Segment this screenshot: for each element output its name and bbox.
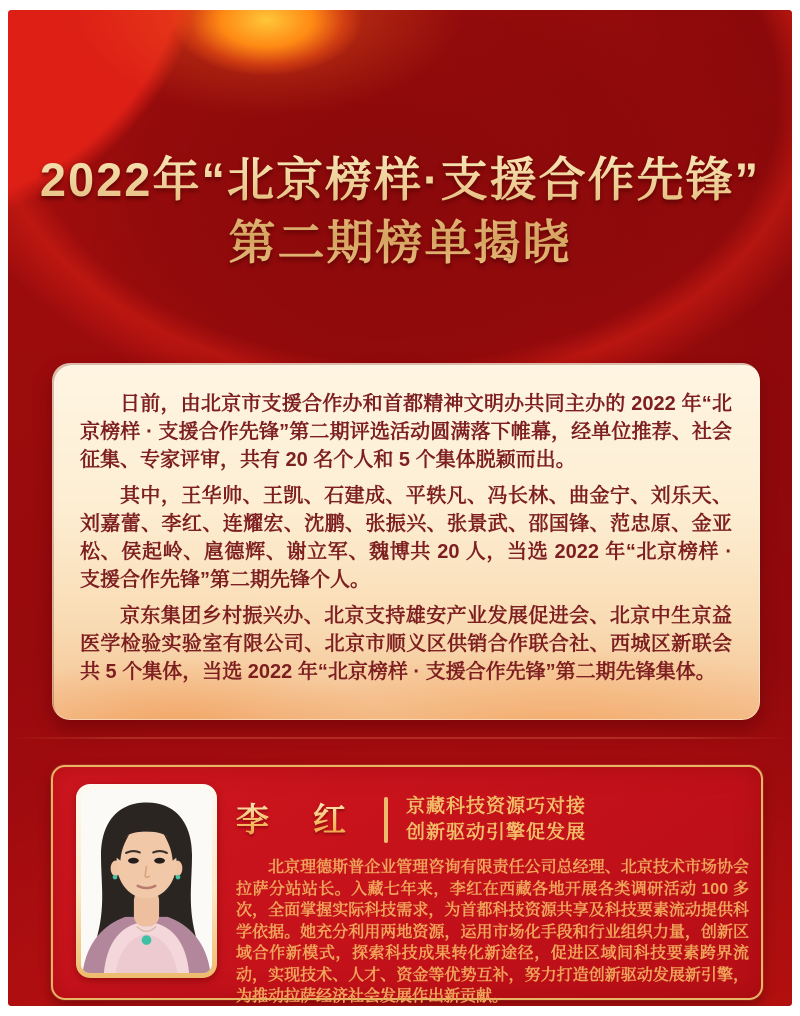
background-seam-line — [8, 737, 792, 739]
profile-card — [51, 765, 763, 1005]
profile-name — [236, 795, 346, 845]
portrait-photo-frame — [76, 784, 217, 978]
announcement-paragraph-2: 其中，王华帅、王凯、石建成、平轶凡、冯长林、曲金宁、刘乐天、刘嘉蕾、李红、连耀宏、沈鹏、张振兴、张景武、邵国锋、范忠原、金亚松、侯起岭、扈德辉、谢立军、魏博共 20 人，当选 2022 年“北京榜样 · 支援合作先锋”第二期先锋个人。 — [80, 485, 732, 591]
portrait-photo — [81, 789, 212, 973]
profile-details — [236, 795, 752, 1006]
announcement-card — [52, 363, 760, 720]
profile-slogan-line1: 京藏科技资源巧对接 — [406, 796, 587, 817]
profile-name-given: 红 — [313, 801, 346, 838]
profile-bio: 北京理德斯普企业管理咨询有限责任公司总经理、北京技术市场协会拉萨分站站长。入藏七年来，李红在西藏各地开展各类调研活动 100 多次，全面掌握实际科技需求，为首都科技资源共享及科技要素流动提供科学依据。她充分利用两地资源，运用市场化手段和行业组织力量，创新区域合作新模式，探索科技成果转化新途径，促进区域间科技要素跨界流动，实现技术、人才、资金等优势互补，努力打造创新驱动发展新引擎，为推动拉萨经济社会发展作出新贡献。 — [236, 859, 749, 1005]
profile-name-row — [236, 795, 752, 845]
poster-title-line1: 2022年“北京榜样·支援合作先锋” — [39, 153, 761, 206]
name-slogan-divider — [384, 797, 388, 843]
poster-title-line2: 第二期榜单揭晓 — [228, 216, 572, 269]
profile-name-surname: 李 — [236, 801, 269, 838]
profile-slogan — [406, 794, 586, 846]
announcement-paragraph-3: 京东集团乡村振兴办、北京支持雄安产业发展促进会、北京中生京益医学检验实验室有限公司、北京市顺义区供销合作联合社、西城区新联会共 5 个集体，当选 2022 年“北京榜样 · 支援合作先锋”第二期先锋集体。 — [80, 605, 732, 683]
announcement-paragraph-1: 日前，由北京市支援合作办和首都精神文明办共同主办的 2022 年“北京榜样 · 支援合作先锋”第二期评选活动圆满落下帷幕，经单位推荐、社会征集、专家评审，共有 20 名个人和 5 个集体脱颖而出。 — [80, 393, 732, 471]
profile-slogan-line2: 创新驱动引擎促发展 — [406, 822, 587, 843]
poster-background — [8, 10, 792, 1006]
poster-title — [8, 148, 792, 274]
